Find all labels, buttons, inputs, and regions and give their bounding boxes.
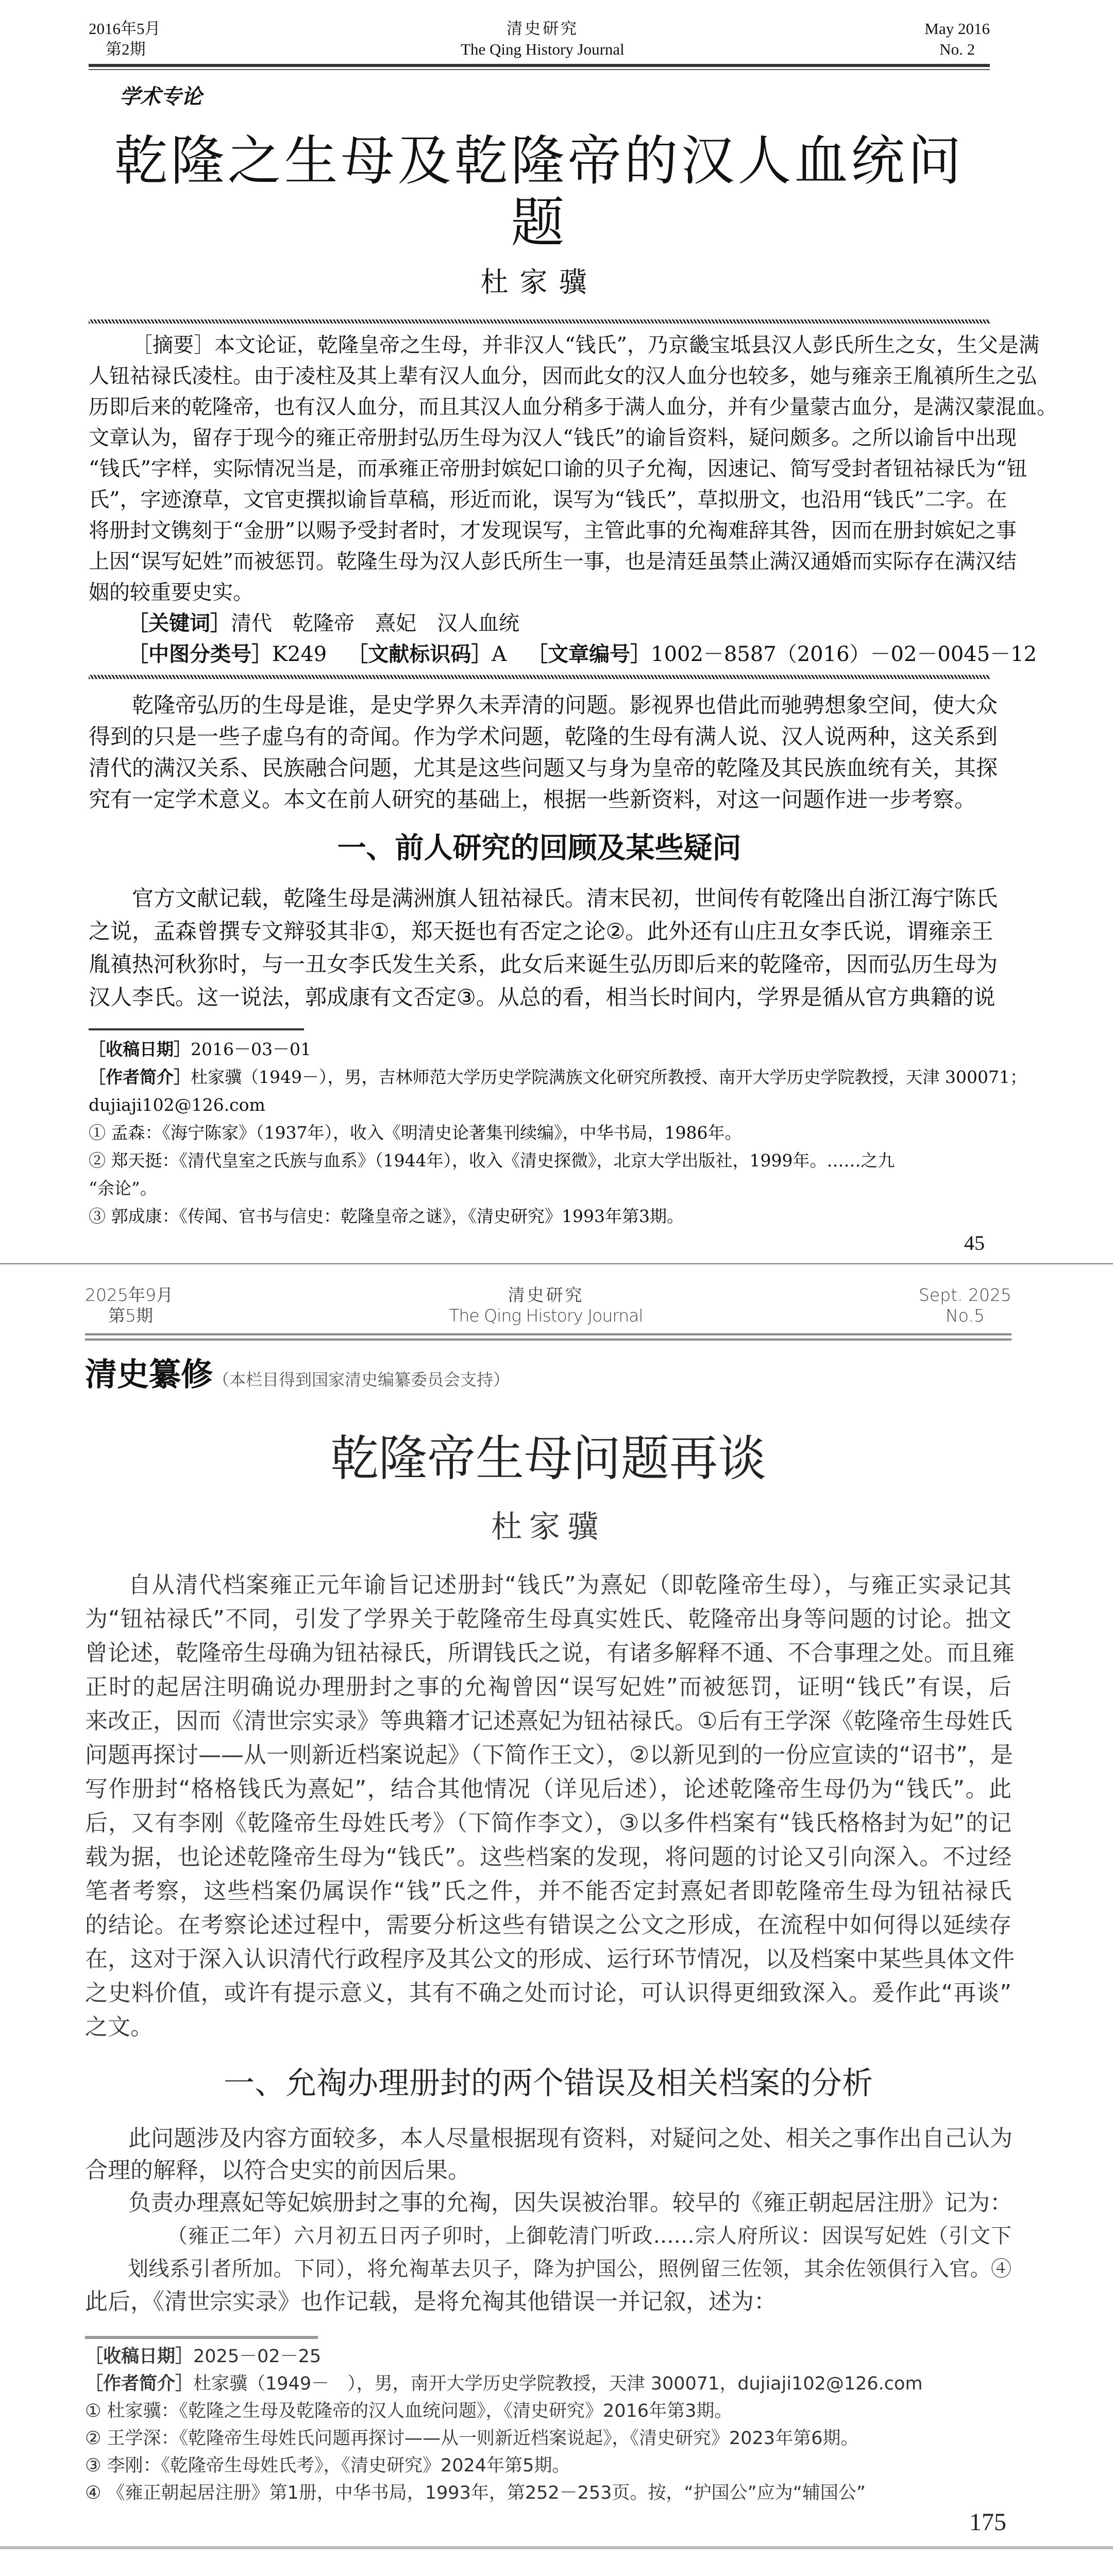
body-line: 正时的起居注明确说办理册封之事的允祹曾因“误写妃姓”而被惩罚，证明“钱氏”有误，后 [85, 1674, 1011, 1700]
body-line: 得到的只是一些子虚乌有的奇闻。作为学术问题，乾隆的生母有满人说、汉人说两种，这关系到 [89, 724, 998, 749]
body-line: 汉人李氏。这一说法，郭成康有文否定③。从总的看，相当长时间内，学界是循从官方典籍的说 [89, 985, 996, 1010]
body-line: 自从清代档案雍正元年谕旨记述册封“钱氏”为熹妃（即乾隆帝生母），与雍正实录记其 [128, 1572, 1011, 1598]
column-label: 学术专论 [120, 85, 202, 109]
footnote-rule [89, 1028, 304, 1030]
abstract-line: “钱氏”字样，实际情况当是，而承雍正帝册封嫔妃口谕的贝子允祹，因速记、简写受封者钮祜禄氏为“钮 [89, 457, 1027, 481]
column-header [85, 1356, 1011, 1401]
section-paragraph: 负责办理熹妃等妃嫔册封之事的允祹，因失误被治罪。较早的《雍正朝起居注册》记为： [128, 2190, 1013, 2216]
column-note: （本栏目得到国家清史编纂委员会支持） [213, 1370, 510, 1389]
keywords-label: ［关键词］ [128, 611, 231, 635]
header-journal-en: The Qing History Journal [449, 1306, 643, 1326]
quote-line: （雍正二年）六月初五日丙子卯时，上御乾清门听政……宗人府所议：因误写妃姓（引文下 [167, 2224, 1011, 2248]
header-center [449, 1285, 643, 1326]
keywords [89, 608, 990, 639]
doc-code-value: A [492, 642, 507, 666]
body-line: 曾论述，乾隆帝生母确为钮祜禄氏，所谓钱氏之说，有诸多解释不通、不合事理之处。而且雍 [85, 1640, 1015, 1666]
body-line: 为“钮祜禄氏”不同，引发了学界关于乾隆帝生母真实姓氏、乾隆帝出身等问题的讨论。拙文 [85, 1606, 1011, 1632]
header-left [85, 1285, 173, 1326]
abstract [89, 330, 1057, 608]
body-line: 此问题涉及内容方面较多，本人尽量根据现有资料，对疑问之处、相关之事作出自己认为 [128, 2125, 1013, 2151]
abstract-line: 文章认为，留存于现今的雍正帝册封弘历生母为汉人“钱氏”的谕旨资料，疑问颇多。之所以谕旨中出现 [89, 426, 1017, 450]
section-heading: 一、允祹办理册封的两个错误及相关档案的分析 [224, 2065, 873, 2102]
body-line: 官方文献记载，乾隆生母是满洲旗人钮祜禄氏。清末民初，世间传有乾隆出自浙江海宁陈氏 [132, 886, 998, 911]
body-line: 笔者考察，这些档案仍属误作“钱”氏之件，并不能否定封熹妃者即乾隆帝生母为钮祜禄氏 [85, 1878, 1011, 1904]
header-issue-cn: 第5期 [108, 1306, 153, 1326]
article-no-label: ［文章编号］ [527, 642, 651, 666]
header-rule [85, 1333, 1011, 1335]
article-author: 杜家骥 [491, 1509, 605, 1545]
body-line: 写作册封“格格钱氏为熹妃”，结合其他情况（详见后述），论述乾隆帝生母仍为“钱氏”。此 [85, 1776, 1011, 1802]
header-date-cn: 2016年5月 [89, 20, 161, 38]
author-bio-label: ［作者简介］ [89, 1067, 191, 1087]
section-paragraph: 此后，《清世宗实录》也作记载，是将允祹其他错误一并记叙，述为： [85, 2289, 777, 2315]
keywords-value: 清代 乾隆帝 熹妃 汉人血统 [231, 612, 519, 635]
abstract-line: 上因“误写妃姓”而被惩罚。乾隆生母为汉人彭氏所生一事，也是清廷虽禁止满汉通婚而实际存在满汉结 [89, 550, 1017, 573]
body-line: 之文。 [85, 2014, 153, 2040]
received-label: ［收稿日期］ [89, 1039, 191, 1059]
body-line: 在，这对于深入认识清代行政程序及其公文的形成、运行环节情况，以及档案中某些具体文件 [85, 1946, 1015, 1972]
footnote: ④ 《雍正朝起居注册》第1册，中华书局，1993年，第252－253页。按，“护国公”应为“辅国公” [85, 2483, 866, 2503]
footnote: ② 王学深：《乾隆帝生母姓氏问题再探讨——从一则新近档案说起》，《清史研究》2023年第6期。 [85, 2428, 859, 2449]
column-label: 清史纂修 [85, 1355, 213, 1393]
doc-code-label: ［文献标识码］ [347, 642, 492, 666]
running-header [89, 19, 990, 60]
abstract-line: 将册封文镌刻于“金册”以赐予受封者时，才发现误写，主管此事的允祹难辞其咎，因而在册封嫔妃之事 [89, 519, 1017, 543]
header-issue-en: No. 2 [939, 40, 975, 58]
body-line: 后，又有李刚《乾隆帝生母姓氏考》（下简作李文），③以多件档案有“钱氏格格封为妃”的记 [85, 1810, 1011, 1836]
body-line: 乾隆帝弘历的生母是谁，是史学界久未弄清的问题。影视界也借此而驰骋想象空间，使大众 [132, 692, 998, 718]
bottom-edge [0, 2546, 1113, 2549]
received-value: 2016－03－01 [191, 1039, 311, 1059]
header-right [924, 19, 990, 60]
block-quote [128, 2219, 1011, 2285]
body-line: 来改正，因而《清世宗实录》等典籍才记述熹妃为钮祜禄氏。①后有王学深《乾隆帝生母姓氏 [85, 1708, 1013, 1734]
header-rule-thin [89, 69, 990, 70]
article-title: 乾隆之生母及乾隆帝的汉人血统问题 [114, 129, 965, 254]
body-line: 究有一定学术意义。本文在前人研究的基础上，根据一些新资料，对这一问题作进一步考察。 [89, 787, 976, 812]
abstract-top-rule [89, 319, 990, 324]
page-2 [0, 1264, 1113, 2546]
body-line: 清代的满汉关系、民族融合问题，尤其是这些问题又与身为皇帝的乾隆及其民族血统有关，其探 [89, 755, 998, 781]
author-bio-label: ［作者简介］ [85, 2374, 194, 2394]
author-bio [89, 1063, 1027, 1091]
header-rule [89, 64, 990, 67]
header-journal-cn: 清史研究 [506, 20, 579, 38]
body-line: 载为据，也论述乾隆帝生母为“钱氏”。这些档案的发现，将问题的讨论又引向深入。不过经 [85, 1844, 1011, 1870]
header-right [919, 1285, 1011, 1326]
article-no-value: 1002－8587（2016）－02－0045－12 [651, 642, 1037, 666]
abstract-line: ［摘要］本文论证，乾隆皇帝之生母，并非汉人“钱氏”，乃京畿宝坻县汉人彭氏所生之女，生父是满 [132, 333, 1039, 357]
classification [89, 639, 1037, 670]
footnote: ② 郑天挺：《清代皇室之氏族与血系》（1944年），收入《清史探微》，北京大学出版社，1999年。……之九 [89, 1150, 895, 1171]
footnote: “余论”。 [89, 1178, 157, 1198]
section-paragraph [85, 2123, 1011, 2187]
clc-label: ［中图分类号］ [128, 642, 272, 666]
received-date [89, 1036, 990, 1063]
footnotes [89, 1119, 990, 1230]
abstract-line: 氏”，字迹潦草，文官吏撰拟谕旨草稿，形近而讹，误写为“钱氏”，草拟册文，也沿用“钱氏”二字。在 [89, 488, 1007, 512]
section-paragraph [89, 882, 998, 1014]
abstract-line: 人钮祜禄氏凌柱。由于凌柱及其上辈有汉人血分，因而此女的汉人血分也较多，她与雍亲王胤禛所生之弘 [89, 364, 1037, 388]
header-date-en: Sept. 2025 [918, 1285, 1011, 1305]
intro-paragraph [89, 689, 998, 815]
page-number: 45 [964, 1231, 985, 1255]
header-left [89, 19, 161, 60]
body-line: 胤禛热河秋狝时，与一丑女李氏发生关系，此女后来诞生弘历即后来的乾隆帝，因而弘历生母为 [89, 952, 998, 977]
abstract-bottom-rule [89, 675, 990, 679]
header-rule-lower [85, 1338, 1011, 1341]
received-label: ［收稿日期］ [85, 2346, 194, 2367]
running-header [85, 1285, 1011, 1326]
abstract-line: 历即后来的乾隆帝，也有汉人血分，而且其汉人血分稍多于满人血分，并有少量蒙古血分，是满汉蒙混血。 [89, 395, 1057, 419]
header-date-en: May 2016 [924, 20, 990, 38]
clc-value: K249 [272, 642, 327, 666]
author-bio-value: 杜家骥（1949－），男，吉林师范大学历史学院满族文化研究所教授、南开大学历史学院教授，天津 300071； [191, 1067, 1027, 1087]
article-title: 乾隆帝生母问题再谈 [330, 1431, 766, 1487]
footnote: ① 杜家骥：《乾隆之生母及乾隆帝的汉人血统问题》，《清史研究》2016年第3期。 [85, 2401, 733, 2421]
header-issue-cn: 第2期 [106, 40, 146, 58]
author-bio-value: 杜家骥（1949－ ），男，南开大学历史学院教授，天津 300071，dujiaji102@126.com [193, 2374, 923, 2394]
quote-line: 划线系引者所加。下同），将允祹革去贝子，降为护国公，照例留三佐领，其余佐领俱行入官。④ [128, 2257, 1011, 2281]
abstract-line: 姻的较重要史实。 [89, 581, 254, 604]
header-journal-en: The Qing History Journal [461, 40, 625, 58]
footnotes [85, 2398, 1011, 2507]
body-line: 合理的解释，以符合史实的前因后果。 [85, 2157, 470, 2183]
body-line: 之说，孟森曾撰专文辩驳其非①，郑天挺也有否定之论②。此外还有山庄丑女李氏说，谓雍亲王 [89, 919, 993, 944]
received-value: 2025－02－25 [193, 2346, 322, 2367]
author-email[interactable]: dujiaji102@126.com [89, 1095, 265, 1115]
body-line: 的结论。在考察论述过程中，需要分析这些有错误之公文之形成，在流程中如何得以延续存 [85, 1912, 1011, 1938]
header-center [461, 19, 625, 60]
footnote-rule [85, 2336, 318, 2339]
section-heading: 一、前人研究的回顾及某些疑问 [337, 832, 741, 865]
author-bio [85, 2370, 1011, 2398]
footnote: ① 孟森：《海宁陈家》（1937年），收入《明清史论著集刊续编》，中华书局，1986年。 [89, 1123, 742, 1143]
article-author: 杜家骥 [480, 266, 598, 298]
body-line: 问题再探讨——从一则新近档案说起》（下简作王文），②以新见到的一份应宣读的“诏书”，是 [85, 1742, 1014, 1768]
header-journal-cn: 清史研究 [508, 1285, 584, 1305]
header-issue-en: No.5 [946, 1306, 985, 1326]
body-line: 之史料价值，或许有提示意义，其有不确之处而讨论，可认识得更细致深入。爰作此“再谈” [85, 1980, 1011, 2006]
footnote: ③ 李刚：《乾隆帝生母姓氏考》，《清史研究》2024年第5期。 [85, 2455, 570, 2476]
footnote: ③ 郭成康：《传闻、官书与信史：乾隆皇帝之谜》，《清史研究》1993年第3期。 [89, 1206, 684, 1226]
intro-paragraph [85, 1568, 1015, 2044]
header-date-cn: 2025年9月 [85, 1285, 173, 1305]
page-number: 175 [969, 2509, 1006, 2536]
received-date [85, 2343, 1011, 2370]
page-1 [0, 0, 1113, 1256]
